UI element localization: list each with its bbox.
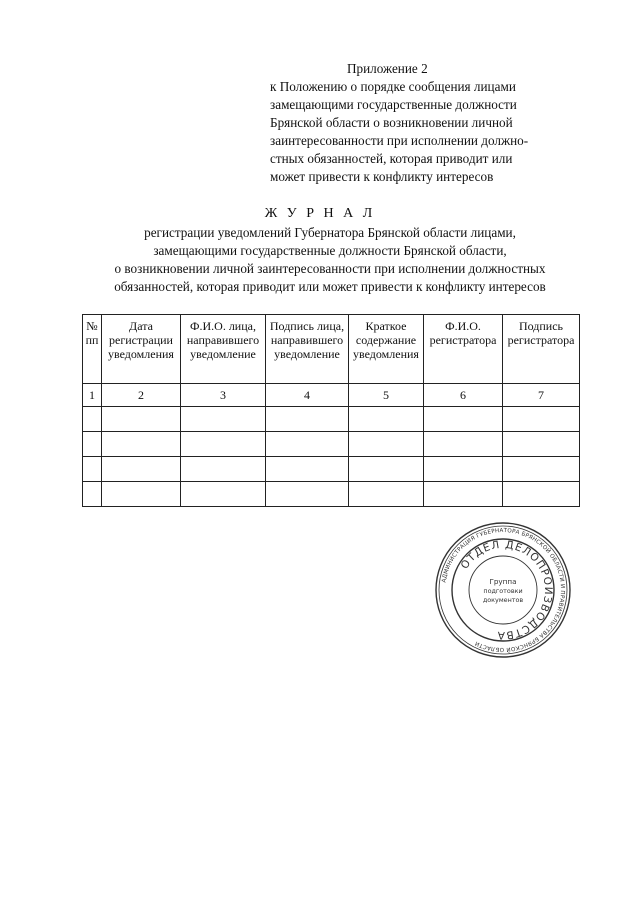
table-cell <box>102 407 181 432</box>
stamp-inner-text: ОТДЕЛ ДЕЛОПРОИЗВОДСТВА <box>458 538 555 642</box>
table-empty-rows <box>83 407 580 507</box>
column-number-cell: 5 <box>349 384 424 407</box>
appendix-line: может привести к конфликту интересов <box>270 169 494 184</box>
header-cell-date: Дата регистрации уведомления <box>102 315 181 384</box>
column-number-cell: 4 <box>266 384 349 407</box>
table-cell <box>102 432 181 457</box>
journal-subtitle <box>70 224 590 296</box>
table-cell <box>424 457 503 482</box>
office-stamp <box>433 520 573 660</box>
table-cell <box>503 457 580 482</box>
header-cell-sender-name: Ф.И.О. лица, направившего уведомление <box>181 315 266 384</box>
appendix-title: Приложение 2 <box>347 61 428 76</box>
table-cell <box>181 432 266 457</box>
subtitle-line: о возникновении личной заинтересованности при исполнении должностных <box>114 261 546 276</box>
stamp-outer-text: АДМИНИСТРАЦИЯ ГУБЕРНАТОРА БРЯНСКОЙ ОБЛАСТИ И ПРАВИТЕЛЬСТВА БРЯНСКОЙ ОБЛАСТИ <box>441 527 566 653</box>
table-cell <box>503 407 580 432</box>
table-cell <box>181 407 266 432</box>
table-number-row <box>83 384 580 407</box>
table-cell <box>503 482 580 507</box>
column-number-cell: 3 <box>181 384 266 407</box>
table-cell <box>83 457 102 482</box>
table-row <box>83 457 580 482</box>
stamp-center-line: документов <box>482 596 524 604</box>
column-number-cell: 7 <box>503 384 580 407</box>
stamp-seal-icon <box>433 520 573 660</box>
header-cell-sender-signature: Подпись лица, направившего уведомление <box>266 315 349 384</box>
appendix-line: Брянской области о возникновении личной <box>270 115 513 130</box>
table-cell <box>266 432 349 457</box>
table-cell <box>83 407 102 432</box>
subtitle-line: обязанностей, которая приводит или может привести к конфликту интересов <box>114 279 546 294</box>
header-cell-number: № пп <box>83 315 102 384</box>
table-cell <box>424 407 503 432</box>
column-number-cell: 1 <box>83 384 102 407</box>
table-cell <box>102 457 181 482</box>
table-cell <box>266 482 349 507</box>
appendix-line: стных обязанностей, которая приводит или <box>270 151 513 166</box>
column-number-cell: 2 <box>102 384 181 407</box>
journal-table <box>82 314 580 507</box>
appendix-line: заинтересованности при исполнении должно- <box>270 133 529 148</box>
table-cell <box>349 457 424 482</box>
table-cell <box>349 482 424 507</box>
stamp-center-line: Группа <box>489 577 517 586</box>
table-cell <box>349 407 424 432</box>
header-cell-registrar-name: Ф.И.О. регистратора <box>424 315 503 384</box>
table-row <box>83 482 580 507</box>
table-cell <box>181 457 266 482</box>
header-cell-registrar-signature: Подпись регистратора <box>503 315 580 384</box>
table-cell <box>83 482 102 507</box>
table-cell <box>349 432 424 457</box>
table-cell <box>102 482 181 507</box>
table-cell <box>266 457 349 482</box>
header-cell-summary: Краткое содержание уведомления <box>349 315 424 384</box>
table-header-row <box>83 315 580 384</box>
appendix-block <box>270 60 600 186</box>
table-cell <box>424 432 503 457</box>
column-number-cell: 6 <box>424 384 503 407</box>
subtitle-line: замещающими государственные должности Брянской области, <box>153 243 507 258</box>
table-cell <box>83 432 102 457</box>
table-cell <box>503 432 580 457</box>
subtitle-line: регистрации уведомлений Губернатора Брянской области лицами, <box>144 225 516 240</box>
stamp-center-line: подготовки <box>483 587 523 595</box>
table-cell <box>181 482 266 507</box>
table-cell <box>266 407 349 432</box>
table-row <box>83 407 580 432</box>
journal-title: Ж У Р Н А Л <box>264 206 376 221</box>
appendix-line: к Положению о порядке сообщения лицами <box>270 79 516 94</box>
table-row <box>83 432 580 457</box>
table-cell <box>424 482 503 507</box>
appendix-line: замещающими государственные должности <box>270 97 517 112</box>
